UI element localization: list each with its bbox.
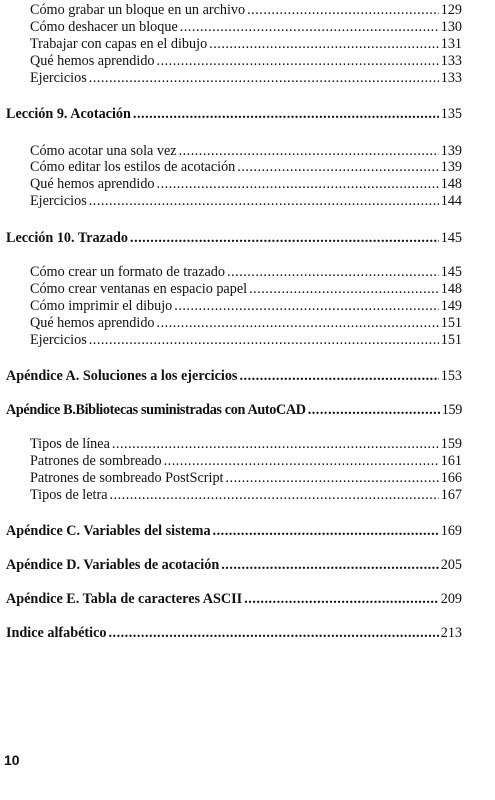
toc-entry-page: 151 [440,332,462,348]
toc-entry [30,36,462,53]
toc-entry-title: Trabajar con capas en el dibujo [30,36,208,52]
toc-heading-title: Apéndice E. Tabla de caracteres ASCII [6,591,243,607]
dot-leader [164,453,439,470]
dot-leader [244,591,439,608]
toc-entry [30,487,462,504]
page-number: 10 [4,752,20,768]
toc-heading-page: 213 [440,625,462,641]
toc-entry-page: 148 [440,281,462,297]
toc-entry-page: 133 [440,53,462,69]
toc-entry-page: 133 [440,70,462,86]
toc-heading-page: 169 [440,523,462,539]
toc-entry-page: 166 [440,470,462,486]
toc-entry [30,193,462,210]
toc-entry-page: 130 [440,19,462,35]
toc-heading-title: Indice alfabético [6,625,107,641]
toc-section-heading [6,106,462,123]
toc-entry-title: Ejercicios [30,332,87,348]
dot-leader [180,19,439,36]
toc-entry [30,143,462,160]
toc-entry [30,159,462,176]
toc-entry-title: Tipos de letra [30,487,108,503]
dot-leader [130,230,439,247]
toc-heading-page: 205 [440,557,462,573]
toc-entry-page: 145 [440,264,462,280]
dot-leader [108,625,438,642]
toc-entry-title: Patrones de sombreado [30,453,162,469]
toc-heading-title: Apéndice C. Variables del sistema [6,523,211,539]
dot-leader [157,315,439,332]
toc-entry [30,281,462,298]
toc-entry-page: 161 [440,453,462,469]
toc-entry-title: Cómo imprimir el dibujo [30,298,173,314]
toc-entry [30,453,462,470]
toc-heading-page: 135 [440,106,462,122]
toc-entry [30,19,462,36]
toc-entry-title: Ejercicios [30,70,87,86]
dot-leader [112,436,439,453]
toc-section-heading [6,557,462,574]
toc-heading-title: Apéndice D. Variables de acotación [6,557,220,573]
dot-leader [89,332,439,349]
dot-leader [221,557,439,574]
dot-leader [237,159,438,176]
toc-entry-title: Patrones de sombreado PostScript [30,470,224,486]
toc-entry-page: 148 [440,176,462,192]
toc-entry [30,332,462,349]
toc-section-heading [6,230,462,247]
toc-entry-title: Cómo editar los estilos de acotación [30,159,236,175]
toc-heading-title: Apéndice A. Soluciones a los ejercicios [6,368,238,384]
toc-entry-page: 149 [440,298,462,314]
toc-entry-title: Tipos de línea [30,436,110,452]
toc-entry [30,264,462,281]
dot-leader [308,402,440,419]
toc-entry-title: Cómo crear un formato de trazado [30,264,225,280]
dot-leader [209,36,439,53]
toc-entry-page: 129 [440,2,462,18]
toc-entry-title: Qué hemos aprendido [30,176,155,192]
toc-section-heading [6,523,462,540]
toc-heading-title: Lección 10. Trazado [6,230,129,246]
toc-entry-page: 131 [440,36,462,52]
dot-leader [110,487,439,504]
toc-entry [30,470,462,487]
dot-leader [249,281,439,298]
toc-heading-page: 153 [440,368,462,384]
toc-section-heading [6,625,462,642]
toc-entry-title: Cómo grabar un bloque en un archivo [30,2,246,18]
toc-entry-title: Cómo acotar una sola vez [30,143,177,159]
dot-leader [179,143,439,160]
toc-entry [30,298,462,315]
toc-entry-title: Qué hemos aprendido [30,53,155,69]
dot-leader [174,298,438,315]
toc-section-heading [6,402,462,419]
dot-leader [225,470,438,487]
dot-leader [89,193,439,210]
toc-entry [30,53,462,70]
toc-heading-title: Apéndice B.Bibliotecas suministradas con AutoCAD [6,402,306,418]
dot-leader [239,368,438,385]
toc-heading-title: Lección 9. Acotación [6,106,131,122]
toc-entry [30,70,462,87]
toc-section-heading [6,368,462,385]
dot-leader [213,523,439,540]
dot-leader [89,70,439,87]
toc-entry [30,2,462,19]
toc-entry-page: 144 [440,193,462,209]
toc-section-heading [6,591,462,608]
toc-entry-title: Cómo crear ventanas en espacio papel [30,281,248,297]
toc-entry [30,315,462,332]
toc-entry-title: Cómo deshacer un bloque [30,19,178,35]
dot-leader [157,176,439,193]
dot-leader [227,264,439,281]
toc-entry [30,176,462,193]
dot-leader [157,53,439,70]
toc-entry-title: Qué hemos aprendido [30,315,155,331]
toc-entry-page: 139 [440,159,462,175]
toc-entry-page: 151 [440,315,462,331]
toc-heading-page: 159 [441,402,462,418]
toc-entry-page: 167 [440,487,462,503]
toc-entry-title: Ejercicios [30,193,87,209]
dot-leader [133,106,439,123]
toc-entry-page: 139 [440,143,462,159]
toc-heading-page: 145 [440,230,462,246]
dot-leader [247,2,439,19]
toc-entry-page: 159 [440,436,462,452]
toc-heading-page: 209 [440,591,462,607]
toc-entry [30,436,462,453]
